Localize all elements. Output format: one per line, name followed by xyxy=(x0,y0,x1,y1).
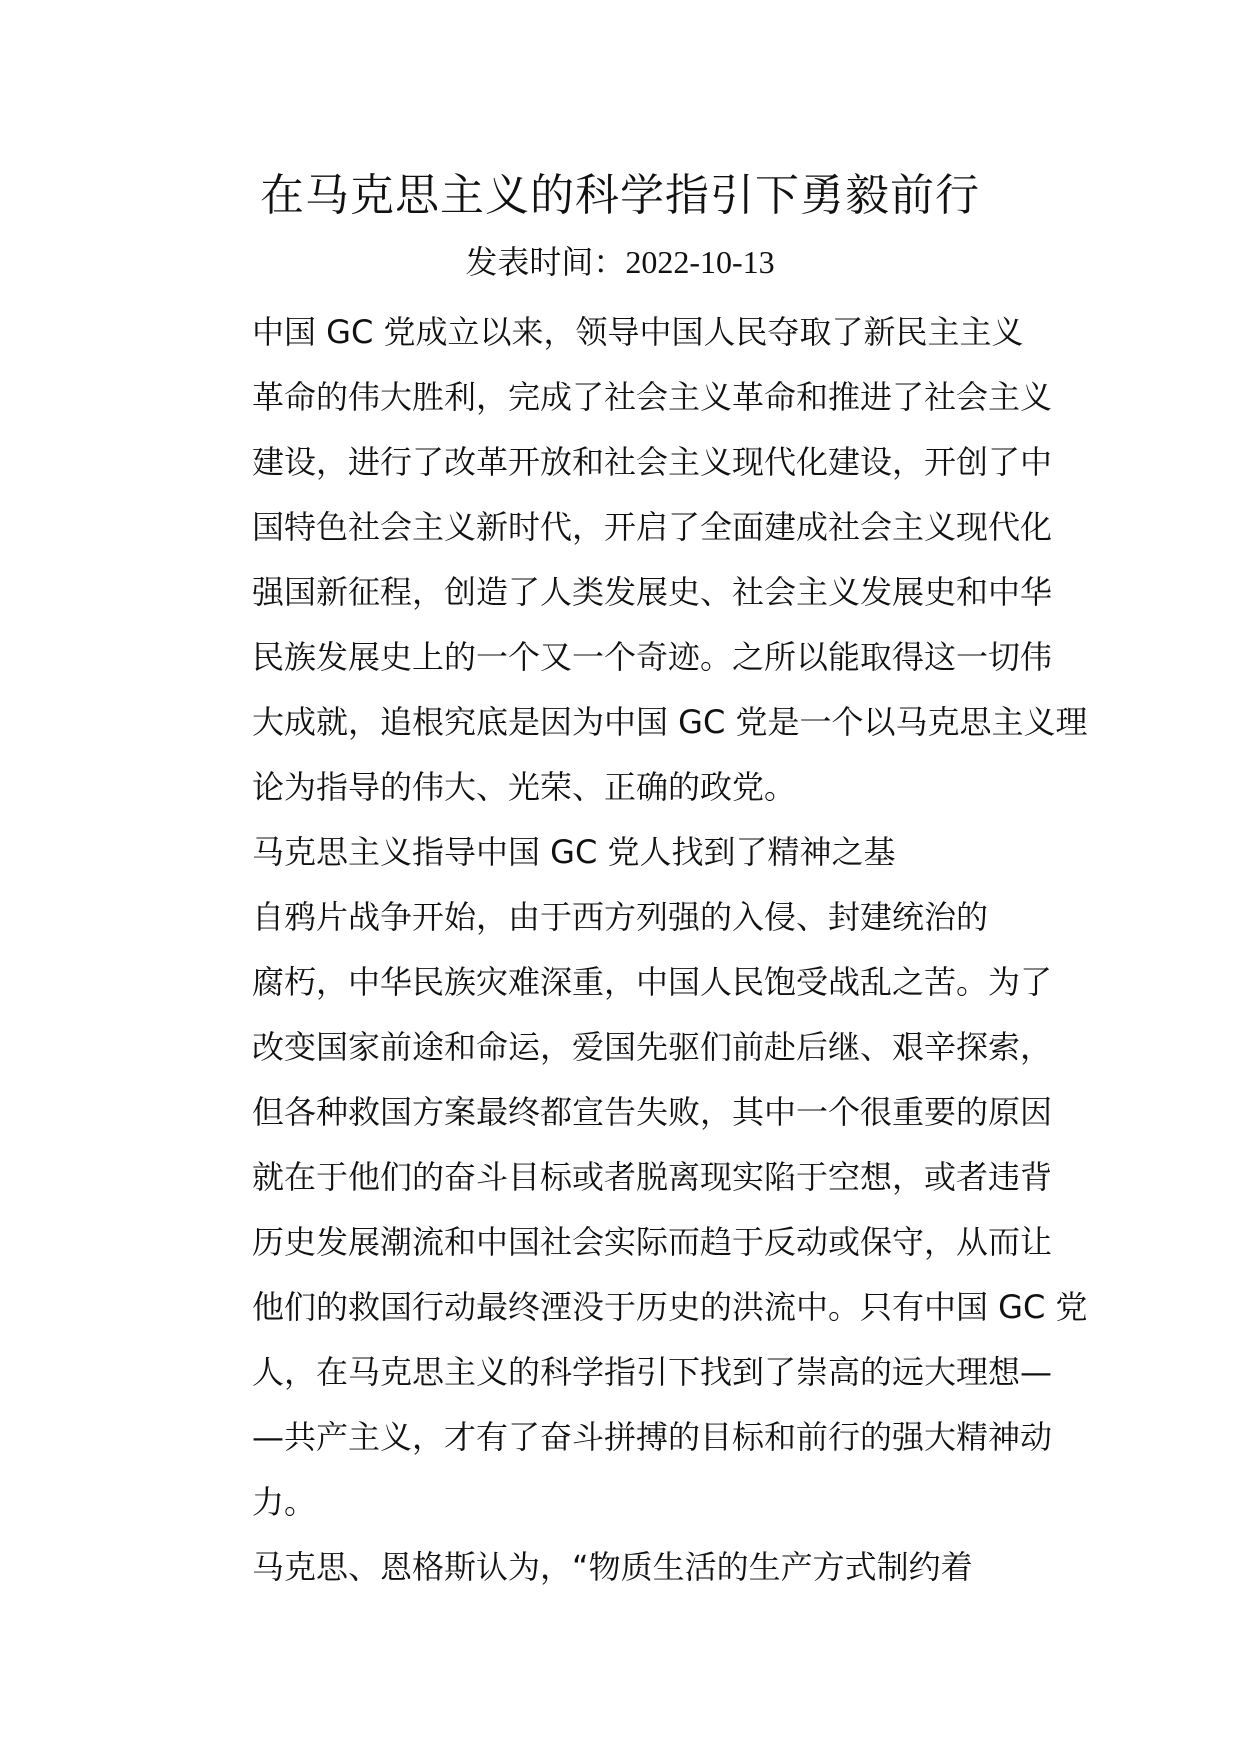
paragraph-intro xyxy=(188,300,1088,820)
paragraph-marx-engels xyxy=(188,1535,1052,1600)
text-line: 历史发展潮流和中国社会实际而趋于反动或保守，从而让 xyxy=(252,1223,1053,1261)
publish-date-label: 发表时间： xyxy=(465,243,626,281)
text-line: 自鸦片战争开始，由于西方列强的入侵、封建统治的 xyxy=(252,898,989,936)
text-line: 民族发展史上的一个又一个奇迹。之所以能取得这一切伟 xyxy=(252,638,1053,676)
page-title: 在马克思主义的科学指引下勇毅前行 xyxy=(260,170,980,221)
text-line: 人，在马克思主义的科学指引下找到了崇高的远大理想— xyxy=(252,1353,1053,1391)
text-line: 就在于他们的奋斗目标或者脱离现实陷于空想，或者违背 xyxy=(252,1158,1053,1196)
text-line: 大成就，追根究底是因为中国 GC 党是一个以马克思主义理 xyxy=(252,703,1088,741)
article-body xyxy=(188,300,1088,1600)
text-line: 建设，进行了改革开放和社会主义现代化建设，开创了中 xyxy=(252,443,1053,481)
text-line: 强国新征程，创造了人类发展史、社会主义发展史和中华 xyxy=(252,573,1053,611)
text-line: —共产主义，才有了奋斗拼搏的目标和前行的强大精神动 xyxy=(252,1418,1053,1456)
text-line: 革命的伟大胜利，完成了社会主义革命和推进了社会主义 xyxy=(252,378,1053,416)
publish-date xyxy=(188,238,1052,286)
text-line: 力。 xyxy=(252,1483,317,1521)
text-line: 国特色社会主义新时代，开启了全面建成社会主义现代化 xyxy=(252,508,1053,546)
text-line: 但各种救国方案最终都宣告失败，其中一个很重要的原因 xyxy=(252,1093,1053,1131)
text-line: 论为指导的伟大、光荣、正确的政党。 xyxy=(252,768,797,806)
text-line: 马克思主义指导中国 GC 党人找到了精神之基 xyxy=(252,833,896,871)
paragraph-history xyxy=(188,885,1088,1535)
publish-date-value: 2022-10-13 xyxy=(625,244,775,280)
section-heading xyxy=(188,820,1052,885)
text-line: 他们的救国行动最终湮没于历史的洪流中。只有中国 GC 党 xyxy=(252,1288,1088,1326)
text-line: 改变国家前途和命运，爱国先驱们前赴后继、艰辛探索， xyxy=(252,1028,1053,1066)
text-line: 中国 GC 党成立以来，领导中国人民夺取了新民主主义 xyxy=(252,313,1024,351)
text-line: 腐朽，中华民族灾难深重，中国人民饱受战乱之苦。为了 xyxy=(252,963,1053,1001)
text-line: 马克思、恩格斯认为，“物质生活的生产方式制约着 xyxy=(252,1548,973,1586)
